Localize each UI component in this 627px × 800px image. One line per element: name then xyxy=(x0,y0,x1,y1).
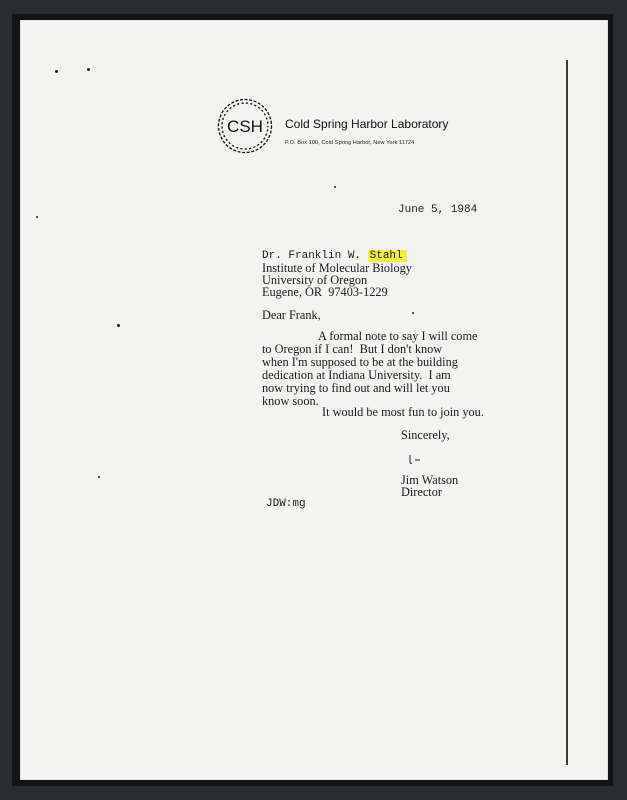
body-paragraph-2: It would be most fun to join you. xyxy=(322,405,484,419)
body-line: A formal note to say I will come xyxy=(318,329,478,343)
body-line: to Oregon if I can! But I don't know xyxy=(262,342,443,356)
body-line: dedication at Indiana University. I am xyxy=(262,368,451,382)
signer-name: Jim Watson xyxy=(401,473,459,487)
body-line: when I'm supposed to be at the building xyxy=(262,355,458,369)
dust-speck xyxy=(36,216,38,218)
laboratory-address: P.O. Box 100, Cold Spring Harbor, New York 11724 xyxy=(285,140,415,146)
recipient-address-line: Institute of Molecular Biology xyxy=(262,261,412,275)
dust-speck xyxy=(412,312,414,314)
dust-speck xyxy=(117,324,120,327)
recipient-address-line: Eugene, OR 97403-1229 xyxy=(262,285,388,299)
laboratory-name: Cold Spring Harbor Laboratory xyxy=(285,117,449,131)
signer-title: Director xyxy=(401,485,442,499)
letter-date: June 5, 1984 xyxy=(398,204,478,216)
body-line: know soon. xyxy=(262,394,319,408)
handwritten-initials xyxy=(407,454,423,466)
reference-initials: JDW:mg xyxy=(266,498,306,510)
recipient-address-line: University of Oregon xyxy=(262,273,368,287)
dust-speck xyxy=(87,68,90,71)
recipient-prefix: Dr. Franklin W. xyxy=(262,250,368,262)
page-edge-line xyxy=(566,60,568,765)
logo-text: CSH xyxy=(227,117,263,136)
closing: Sincerely, xyxy=(401,428,450,442)
csh-logo xyxy=(216,97,274,155)
dust-speck xyxy=(98,476,100,478)
dust-speck xyxy=(334,186,336,188)
highlighted-surname: Stahl xyxy=(368,250,407,262)
salutation: Dear Frank, xyxy=(262,308,321,322)
dust-speck xyxy=(55,70,58,73)
body-line: now trying to find out and will let you xyxy=(262,381,450,395)
